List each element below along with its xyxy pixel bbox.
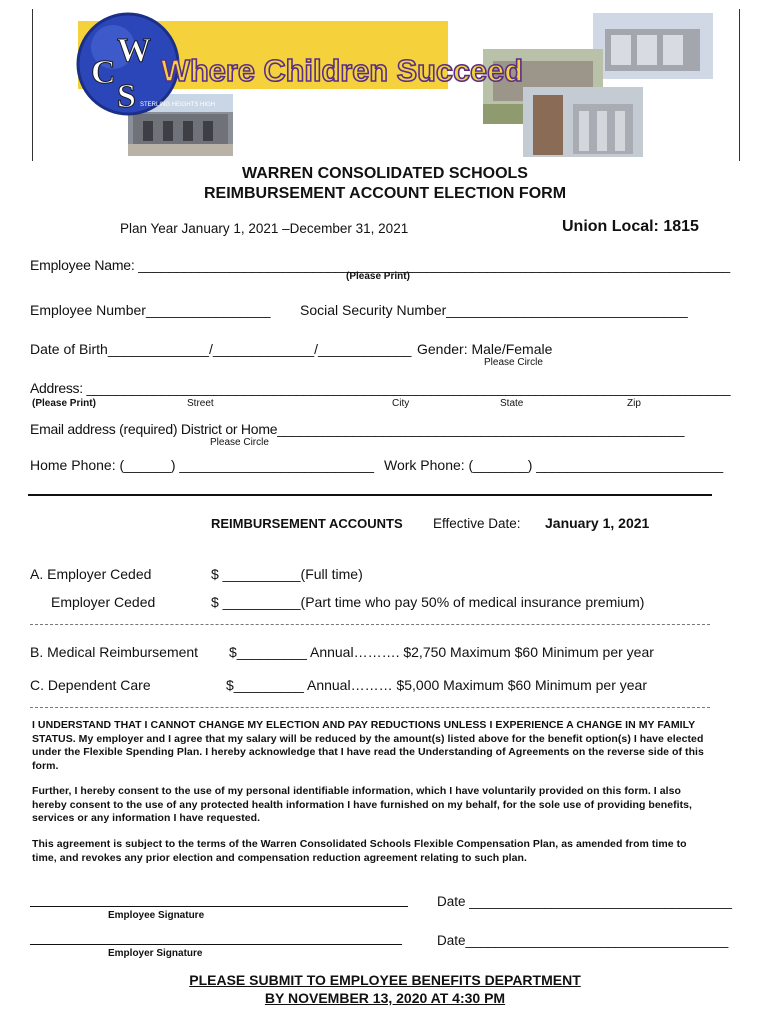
email-field[interactable]: Email address (required) District or Home______________________________________________________ <box>30 421 685 437</box>
gender-field[interactable]: Gender: Male/Female <box>417 341 553 357</box>
address-field[interactable]: Address: ______________________________________________________________________________________ <box>30 380 731 396</box>
section-divider <box>28 494 712 496</box>
address-please-print: (Please Print) <box>32 398 96 409</box>
gender-please-circle: Please Circle <box>484 357 543 368</box>
submission-notice: PLEASE SUBMIT TO EMPLOYEE BENEFITS DEPARTMENT <box>189 972 581 988</box>
address-state-label: State <box>500 398 524 409</box>
plan-year: Plan Year January 1, 2021 –December 31, 2021 <box>120 221 409 236</box>
address-street-label: Street <box>187 398 214 409</box>
submission-deadline: BY NOVEMBER 13, 2020 AT 4:30 PM <box>264 990 506 1006</box>
please-print-note: (Please Print) <box>346 271 410 282</box>
employee-signature-line[interactable] <box>30 906 408 907</box>
address-city-label: City <box>392 398 410 409</box>
banner-tagline: Where Children Succeed <box>161 53 523 88</box>
employee-number-field[interactable]: Employee Number________________ <box>30 302 271 318</box>
union-local: Union Local: 1815 <box>562 218 699 235</box>
option-b-label: B. Medical Reimbursement <box>30 644 199 660</box>
dashed-divider-2 <box>30 707 710 708</box>
form-title: REIMBURSEMENT ACCOUNT ELECTION FORM <box>203 185 567 202</box>
option-c-label: C. Dependent Care <box>30 677 151 693</box>
dashed-divider-1 <box>30 624 710 625</box>
school-sign-text: STERLING HEIGHTS HIGH <box>140 102 216 108</box>
employer-date-field[interactable]: Date___________________________________ <box>437 933 729 948</box>
employer-signature-line[interactable] <box>30 944 402 945</box>
agreement-paragraph-2: Further, I hereby consent to the use of my personal identifiable information, which I have voluntarily provided on this form. I also hereby consent to the use of any protected health information I have furnished on my behalf, for the sole use of providing benefits, services or any information I have requested. <box>32 785 693 824</box>
work-phone-field[interactable]: Work Phone: (_______) ________________________ <box>384 457 724 473</box>
option-c-field[interactable]: $_________ Annual……… $5,000 Maximum $60 Minimum per year <box>226 677 648 693</box>
email-please-circle: Please Circle <box>210 437 269 448</box>
employee-name-field[interactable]: Employee Name: ______________________________________________________________________________ <box>30 257 730 273</box>
address-zip-label: Zip <box>627 398 641 409</box>
option-a-label: A. Employer Ceded <box>30 566 152 582</box>
header-banner <box>32 9 740 161</box>
dob-field[interactable]: Date of Birth_____________/_____________/____________ <box>30 341 412 357</box>
employee-date-field[interactable]: Date ___________________________________ <box>437 894 733 909</box>
effective-date-value: January 1, 2021 <box>545 515 650 531</box>
employee-signature-label: Employee Signature <box>108 910 205 921</box>
logo-letter-w: W <box>117 32 151 69</box>
banner-graphic <box>33 9 739 161</box>
logo-letter-c: C <box>91 54 116 91</box>
employer-signature-label: Employer Signature <box>108 948 203 959</box>
district-title: WARREN CONSOLIDATED SCHOOLS <box>242 165 528 182</box>
option-a-full-time-field[interactable]: $ __________(Full time) <box>211 566 363 582</box>
accounts-heading: REIMBURSEMENT ACCOUNTS <box>211 516 403 531</box>
option-a-part-time-field[interactable]: $ __________(Part time who pay 50% of medical insurance premium) <box>211 594 645 610</box>
option-b-field[interactable]: $_________ Annual………. $2,750 Maximum $60 Minimum per year <box>229 644 654 660</box>
logo-letter-s: S <box>117 78 136 115</box>
effective-date-label: Effective Date: <box>433 516 521 531</box>
ssn-field[interactable]: Social Security Number_______________________________ <box>300 302 688 318</box>
home-phone-field[interactable]: Home Phone: (______) _________________________ <box>30 457 375 473</box>
agreement-paragraph-1: I UNDERSTAND THAT I CANNOT CHANGE MY ELECTION AND PAY REDUCTIONS UNLESS I EXPERIENCE A CHANGE IN MY FAMILY STATUS. My employer and I agree that my salary will be reduced by the amount(s) listed above for the benefit option(s) I have elected under the Flexible Spending Plan. I hereby acknowledge that I have read the Understanding of Agreements on the reverse side of this form. <box>32 719 704 772</box>
agreement-paragraph-3: This agreement is subject to the terms of the Warren Consolidated Schools Flexible Compensation Plan, as amended from time to time, and revokes any prior election and compensation reduction agreement relating to such plan. <box>32 838 687 864</box>
option-a2-label: Employer Ceded <box>51 594 156 610</box>
